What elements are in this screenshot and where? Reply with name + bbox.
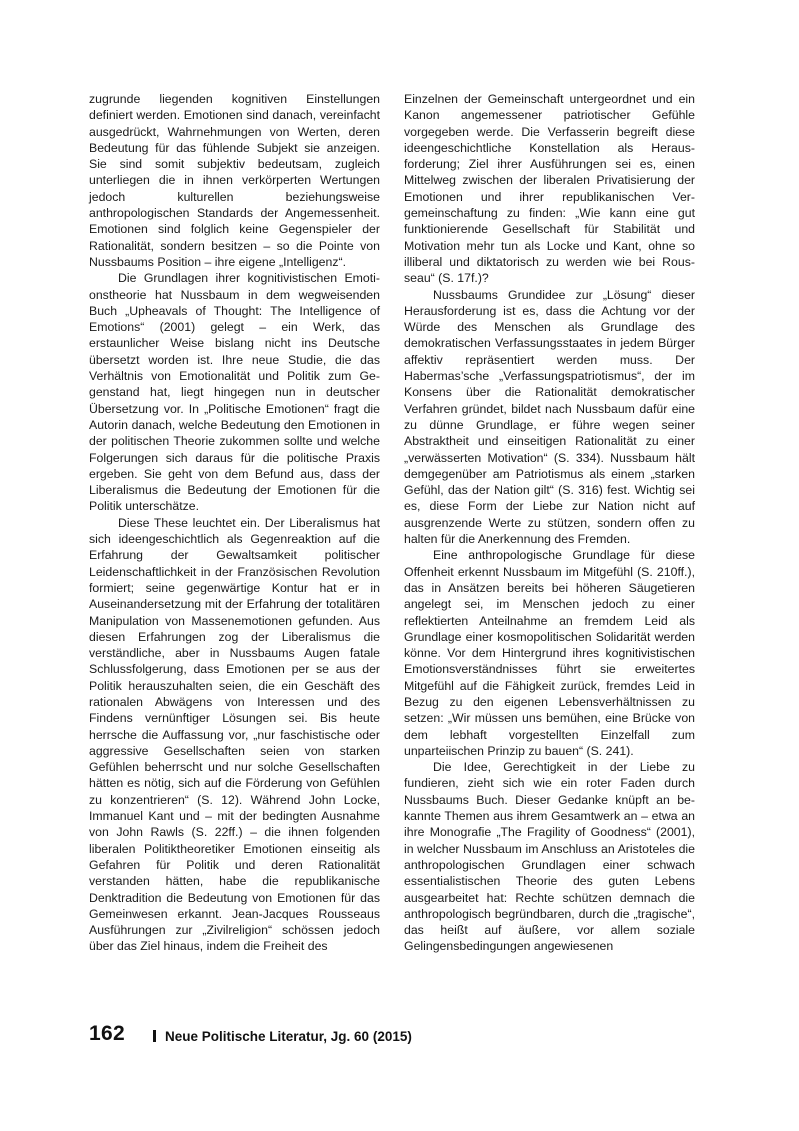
left-column — [89, 91, 380, 955]
journal-citation — [153, 1029, 412, 1044]
divider-bar — [153, 1030, 156, 1042]
page-footer — [89, 1022, 709, 1052]
paragraph: Die Grundlagen ihrer kognitivistischen Emotionstheorie hat Nussbaum in dem wegweisenden Buch „Upheavals of Thought: The Intelligence of Emotions“ (2001) gelegt – ein Werk, das erstaunlicher Weise bislang nicht ins Deutsche übersetzt worden ist. Ihre neue Studie, die das Verhältnis von Emotionalität und Politik zum Gegenstand hat, liegt hingegen nun in deutscher Übersetzung vor. In „Politische Emotionen“ fragt die Autorin danach, welche Bedeutung den Emotionen in der politischen Theorie zukommen sollte und welche Folgerungen sich daraus für die politische Praxis ergeben. Sie geht von dem Befund aus, dass der Liberalismus die Bedeutung der Emotionen für die Politik unterschätze. — [89, 271, 380, 514]
page-number: 162 — [89, 1022, 125, 1045]
paragraph: Diese These leuchtet ein. Der Liberalismus hat sich ideengeschichtlich als Gegenreaktion auf die Erfahrung der Gewaltsamkeit politischer Leidenschaftlichkeit in der Französischen Revolution formiert; seine gegenwärtige Kontur hat er in Auseinandersetzung mit der Erfahrung der totalitären Manipulation von Massenemotionen gefunden. Aus diesen Erfahrungen zog der Liberalismus die verständliche, aber in Nussbaums Augen fatale Schlussfolgerung, dass Emotionen per se aus der Politik herauszuhalten seien, die ein Geschäft des rationalen Abwägens von Interessen und des Findens vernünftiger Lösungen sei. Bis heute herrsche die Auffassung vor, „nur faschistische oder aggressive Gesellschaften seien von starken Gefühlen beherrscht und nur solche Gesellschaften hätten es nötig, sich auf die Förderung von Gefühlen zu konzentrieren“ (S. 12). Während John Locke, Immanuel Kant und – mit der bedingten Ausnahme von John Rawls (S. 22ff.) – die ihnen folgenden liberalen Politiktheoretiker Emotionen einseitig als Gefahren für Politik und deren Rationalität verstanden hätten, habe die republikanische Denktradition die Bedeutung von Emotionen für das Gemeinwesen erkannt. Jean-Jacques Rousseaus Ausführungen zur „Zivilreligion“ schössen jedoch über das Ziel hinaus, indem die Freiheit des — [89, 515, 380, 954]
paragraph: zugrunde liegenden kognitiven Einstellungen definiert werden. Emotionen sind danach, vereinfacht ausgedrückt, Wahrnehmungen von Werten, deren Bedeutung für das fühlende Subjekt sie anzeigen. Sie sind somit subjektiv bedeutsam, zugleich unterliegen die in ihnen verkörperten Wertungen jedoch kulturellen beziehungsweise anthropologischen Standards der Angemessenheit. Emotionen sind folglich keine Gegenspieler der Rationalität, sondern besitzen – so die Pointe von Nussbaums Position – ihre eigene „Intelligenz“. — [89, 92, 380, 269]
right-column — [404, 91, 695, 955]
paragraph: Einzelnen der Gemeinschaft untergeordnet und ein Kanon angemessener patriotischer Gefühle vorgegeben werde. Die Verfasserin begreift diese ideengeschichtliche Konstellation als Herausforderung; Ziel ihrer Ausführungen sei es, einen Mittelweg zwischen der liberalen Privatisierung der Emotionen und ihrer republikanischen Vergemeinschaftung zu finden: „Wie kann eine gut funktionierende Gesellschaft für Stabilität und Motivation mehr tun als Locke und Kant, ohne so illiberal und diktatorisch zu werden wie bei Rousseau“ (S. 17f.)? — [404, 92, 695, 286]
paragraph: Die Idee, Gerechtigkeit in der Liebe zu fundieren, zieht sich wie ein roter Faden durch Nussbaums Buch. Dieser Gedanke knüpft an bekannte Themen aus ihrem Gesamtwerk an – etwa an ihre Monografie „The Fragility of Goodness“ (2001), in welcher Nussbaum im Anschluss an Aristoteles die anthropologischen Grundlagen einer schwach essentialistischen Theorie des guten Lebens ausgearbeitet hat: Rechte schützen demnach die anthropologisch begründbaren, durch die „tragische“, das heißt auf äußere, vor allem soziale Gelingensbedingungen angewiesenen — [404, 760, 695, 954]
paragraph: Eine anthropologische Grundlage für diese Offenheit erkennt Nussbaum im Mitgefühl (S. 210ff.), das in Ansätzen bereits bei höheren Säugetieren angelegt sei, im Menschen jedoch zu einer reflektierten Anteilnahme an fremdem Leid als Grundlage einer kosmopolitischen Solidarität werden könne. Vor dem Hintergrund ihres kognitivistischen Emotionsverständnisses führt sie erweitertes Mitgefühl auf die Fähigkeit zurück, fremdes Leid in Bezug zu den eigenen Lebensverhältnissen zu setzen: „Wir müssen uns bemühen, eine Brücke von dem lebhaft vorgestellten Einzelfall zum unparteiischen Prinzip zu bauen“ (S. 241). — [404, 548, 695, 758]
paragraph: Nussbaums Grundidee zur „Lösung“ dieser Herausforderung ist es, dass die Achtung vor der Würde des Menschen als Grundlage des demokratischen Verfassungsstaates in jedem Bürger affektiv repräsentiert werden muss. Der Habermas’sche „Verfassungspatriotismus“, der im Konsens über die Rationalität demokratischer Verfahren gründet, bildet nach Nussbaum dafür eine zu dünne Grundlage, er führe wegen seiner Abstraktheit und einseitigen Rationalität zu einer „verwässerten Motivation“ (S. 334). Nussbaum hält demgegenüber am Patriotismus als einem „starken Gefühl, das der Nation gilt“ (S. 316) fest. Wichtig sei es, diese Form der Liebe zur Nation nicht auf ausgrenzende Werte zu stützen, sondern offen zu halten für die Anerkennung des Fremden. — [404, 287, 695, 547]
journal-title: Neue Politische Literatur, Jg. 60 (2015) — [165, 1029, 412, 1044]
